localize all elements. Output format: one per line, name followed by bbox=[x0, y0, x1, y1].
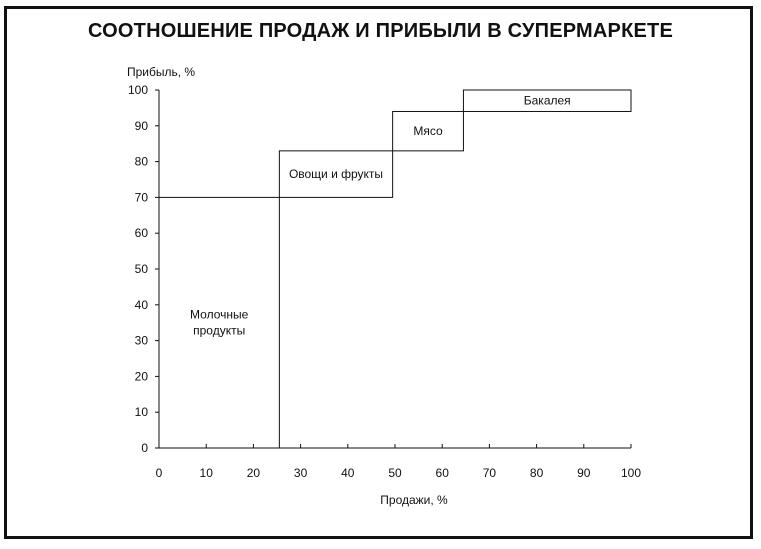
x-axis-label: Продажи, % bbox=[380, 493, 448, 507]
y-tick-label: 90 bbox=[134, 118, 148, 133]
x-tick-label: 90 bbox=[577, 466, 591, 480]
x-tick-label: 10 bbox=[199, 466, 213, 480]
y-tick-label: 50 bbox=[134, 262, 148, 276]
y-tick-label: 70 bbox=[134, 190, 148, 205]
segment-2-label: Овощи и фрукты bbox=[288, 167, 384, 182]
x-tick-label: 80 bbox=[529, 466, 544, 480]
x-tick-label: 60 bbox=[435, 466, 449, 480]
y-axis-label: Прибыль, % bbox=[127, 65, 196, 79]
segment-3-label: Мясо bbox=[413, 124, 443, 139]
segment-1-label: продукты bbox=[193, 323, 246, 338]
segment-1-label: Молочные bbox=[190, 307, 249, 322]
segment-1-rect bbox=[159, 197, 279, 448]
segments bbox=[159, 90, 631, 448]
x-tick-label: 0 bbox=[155, 466, 163, 480]
y-tick-label: 20 bbox=[134, 369, 148, 384]
y-tick-label: 60 bbox=[134, 226, 148, 241]
x-tick-label: 100 bbox=[620, 466, 642, 480]
x-tick-label: 30 bbox=[293, 466, 308, 480]
axes bbox=[128, 83, 641, 480]
x-tick-label: 20 bbox=[246, 466, 261, 480]
y-tick-label: 10 bbox=[134, 405, 148, 420]
x-tick-label: 70 bbox=[482, 466, 497, 480]
y-tick-label: 100 bbox=[127, 83, 148, 97]
y-tick-label: 30 bbox=[134, 333, 148, 348]
x-tick-label: 40 bbox=[341, 466, 355, 480]
y-tick-label: 0 bbox=[141, 441, 148, 455]
x-tick-label: 50 bbox=[388, 466, 402, 480]
y-tick-label: 80 bbox=[134, 154, 148, 169]
segment-4-label: Бакалея bbox=[523, 93, 571, 108]
chart-title: СООТНОШЕНИЕ ПРОДАЖ И ПРИБЫЛИ В СУПЕРМАРКЕТЕ bbox=[88, 20, 673, 42]
y-tick-label: 40 bbox=[134, 297, 148, 312]
